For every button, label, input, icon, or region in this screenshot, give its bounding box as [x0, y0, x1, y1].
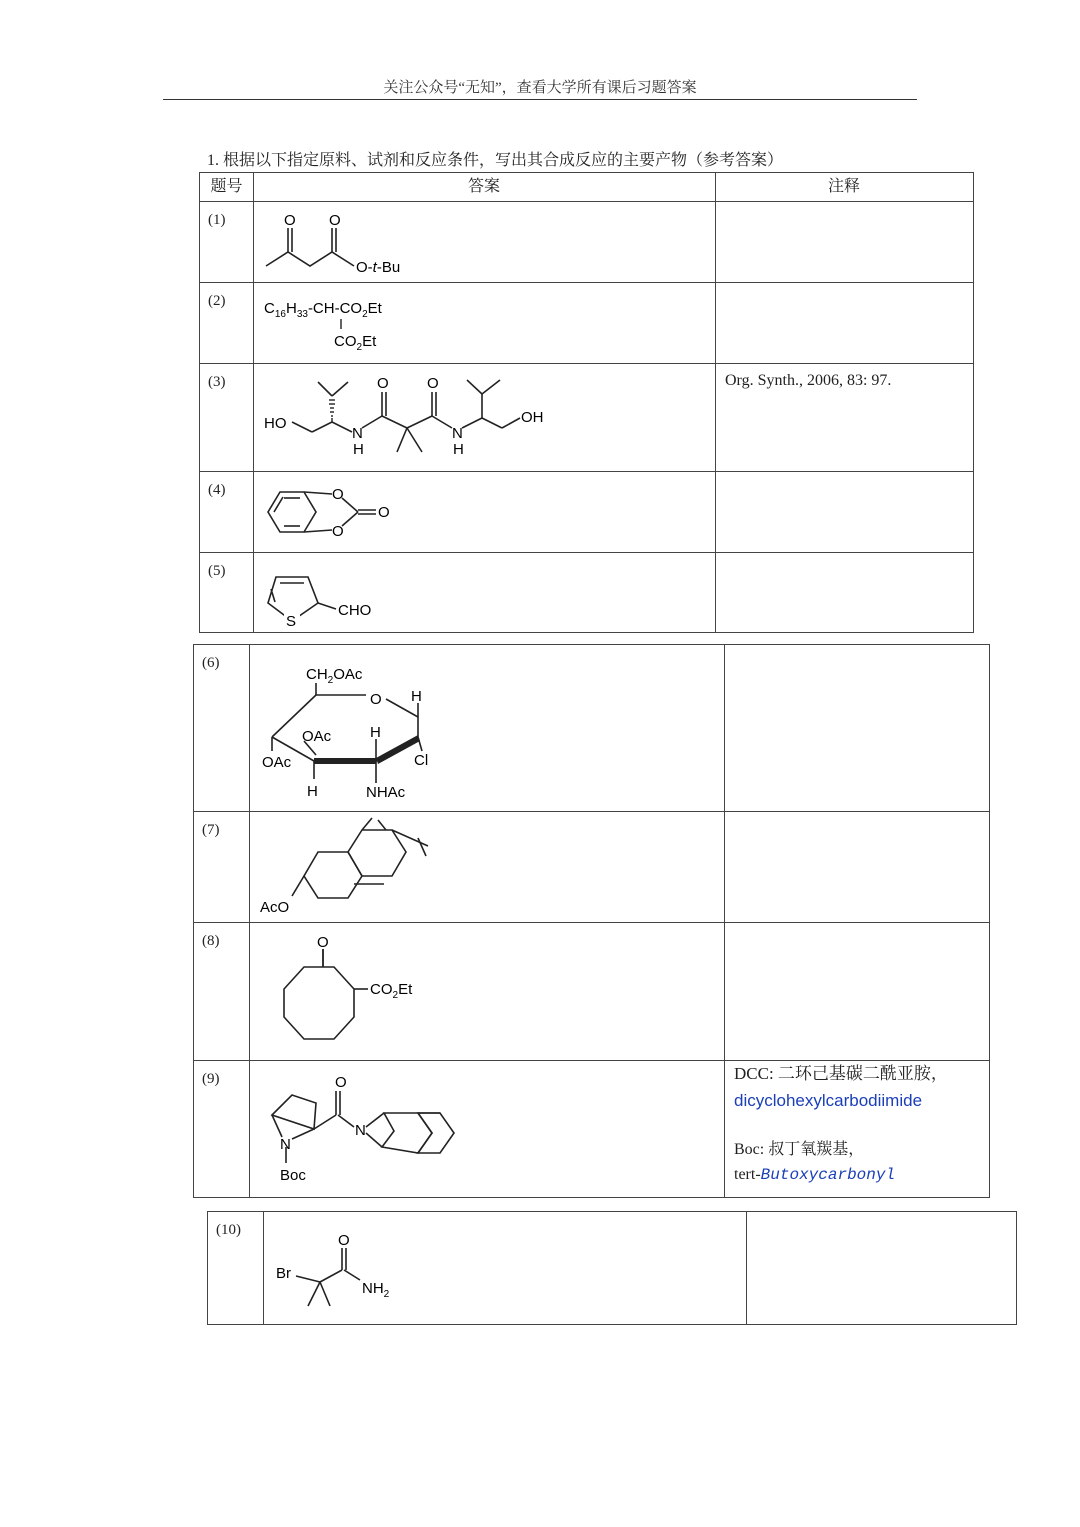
svg-text:H: H — [453, 441, 464, 458]
table-row — [200, 201, 973, 282]
svg-text:O: O — [335, 1074, 347, 1091]
column-header-note: 注释 — [827, 178, 860, 195]
svg-text:Br: Br — [276, 1265, 291, 1282]
note-boc-cn: Boc: 叔丁氧羰基， — [734, 1140, 865, 1158]
answer-table-2 — [193, 644, 990, 1198]
svg-text:CH2OAc: $CH_2OAc$ — [306, 666, 363, 686]
table-row — [208, 1212, 1016, 1324]
svg-text:O: O — [427, 375, 439, 392]
svg-text:NHAc: NHAc — [366, 784, 406, 801]
svg-text:O: O — [338, 1232, 350, 1249]
row-number: (3) — [208, 374, 226, 390]
row-number: (5) — [208, 563, 226, 579]
row-note-dcc — [734, 1063, 948, 1187]
structure-6 — [258, 651, 458, 812]
answer-table-1 — [199, 172, 974, 633]
row-number: (4) — [208, 482, 226, 498]
svg-text:N: N — [280, 1136, 291, 1153]
svg-text:N: N — [355, 1122, 366, 1139]
structure-8 — [258, 931, 458, 1062]
svg-text:H: H — [411, 688, 422, 705]
svg-text:O: O — [329, 212, 341, 229]
structure-3 — [262, 366, 562, 475]
svg-text:N: N — [452, 425, 463, 442]
svg-text:O: O — [332, 486, 344, 503]
svg-text:O: O — [370, 691, 382, 708]
svg-text:O: O — [284, 212, 296, 229]
row-number: (7) — [202, 822, 220, 838]
row-number: (1) — [208, 212, 226, 228]
svg-text:H: H — [307, 783, 318, 800]
structure-2 — [262, 291, 462, 366]
table-row — [200, 471, 973, 552]
table-row — [194, 922, 989, 1060]
structure-5 — [262, 557, 402, 636]
svg-text:HO: HO — [264, 415, 287, 432]
svg-text:CHO: CHO — [338, 602, 372, 619]
structure-7 — [258, 816, 458, 925]
table-row — [194, 811, 989, 922]
svg-text:CO2Et: $CO_2Et$ — [370, 981, 413, 1001]
svg-text:OH: OH — [521, 409, 544, 426]
svg-text:C16H33-CH-CO2Et: $C_{16}H_{33}-CH-CO_2Et$ — [264, 300, 382, 320]
svg-text:O: O — [317, 934, 329, 951]
svg-text:N: N — [352, 425, 363, 442]
structure-1 — [262, 206, 422, 285]
row-number: (9) — [202, 1071, 220, 1087]
note-dcc-cn: DCC: 二环己基碳二酰亚胺， — [734, 1064, 948, 1083]
row-note: Org. Synth., 2006, 83: 97. — [725, 372, 892, 389]
column-header-number: 题号 — [210, 178, 243, 195]
structure-9 — [258, 1067, 468, 1198]
svg-text:OAc: OAc — [262, 754, 292, 771]
table-row — [194, 1060, 989, 1199]
page-header: 关注公众号“无知”，查看大学所有课后习题答案 — [383, 80, 697, 96]
svg-text:S: S — [286, 613, 297, 630]
structure-10 — [274, 1226, 424, 1325]
table-row — [200, 282, 973, 363]
row-number: (6) — [202, 655, 220, 671]
column-header-answer: 答案 — [467, 178, 500, 195]
table-header-row — [200, 173, 973, 201]
svg-text:OAc: OAc — [302, 728, 332, 745]
row-number: (10) — [216, 1222, 241, 1238]
row-number: (2) — [208, 293, 226, 309]
note-boc-en: tert-Butoxycarbonyl — [734, 1166, 896, 1185]
structure-4 — [262, 476, 412, 555]
question-heading: 1. 根据以下指定原料、试剂和反应条件，写出其合成反应的主要产物（参考答案） — [207, 152, 784, 169]
svg-text:Boc: Boc — [280, 1167, 306, 1184]
table-row — [194, 645, 989, 811]
svg-text:H: H — [370, 724, 381, 741]
svg-text:CO2Et: $CO_2Et$ — [334, 333, 377, 353]
note-dcc-en: dicyclohexylcarbodiimide — [734, 1090, 923, 1110]
svg-text:O: O — [332, 523, 344, 540]
row-number: (8) — [202, 933, 220, 949]
svg-text:H: H — [353, 441, 364, 458]
svg-text:O: O — [377, 375, 389, 392]
header-rule — [163, 99, 917, 100]
table-row — [200, 552, 973, 634]
svg-text:Cl: Cl — [414, 752, 429, 769]
svg-text:AcO: AcO — [260, 899, 290, 916]
table-row — [200, 363, 973, 471]
svg-text:O-t-Bu: O-t-Bu — [356, 259, 401, 276]
svg-text:NH2: $NH_2$ — [362, 1280, 390, 1300]
answer-table-3 — [207, 1211, 1017, 1325]
svg-text:O: O — [378, 504, 390, 521]
